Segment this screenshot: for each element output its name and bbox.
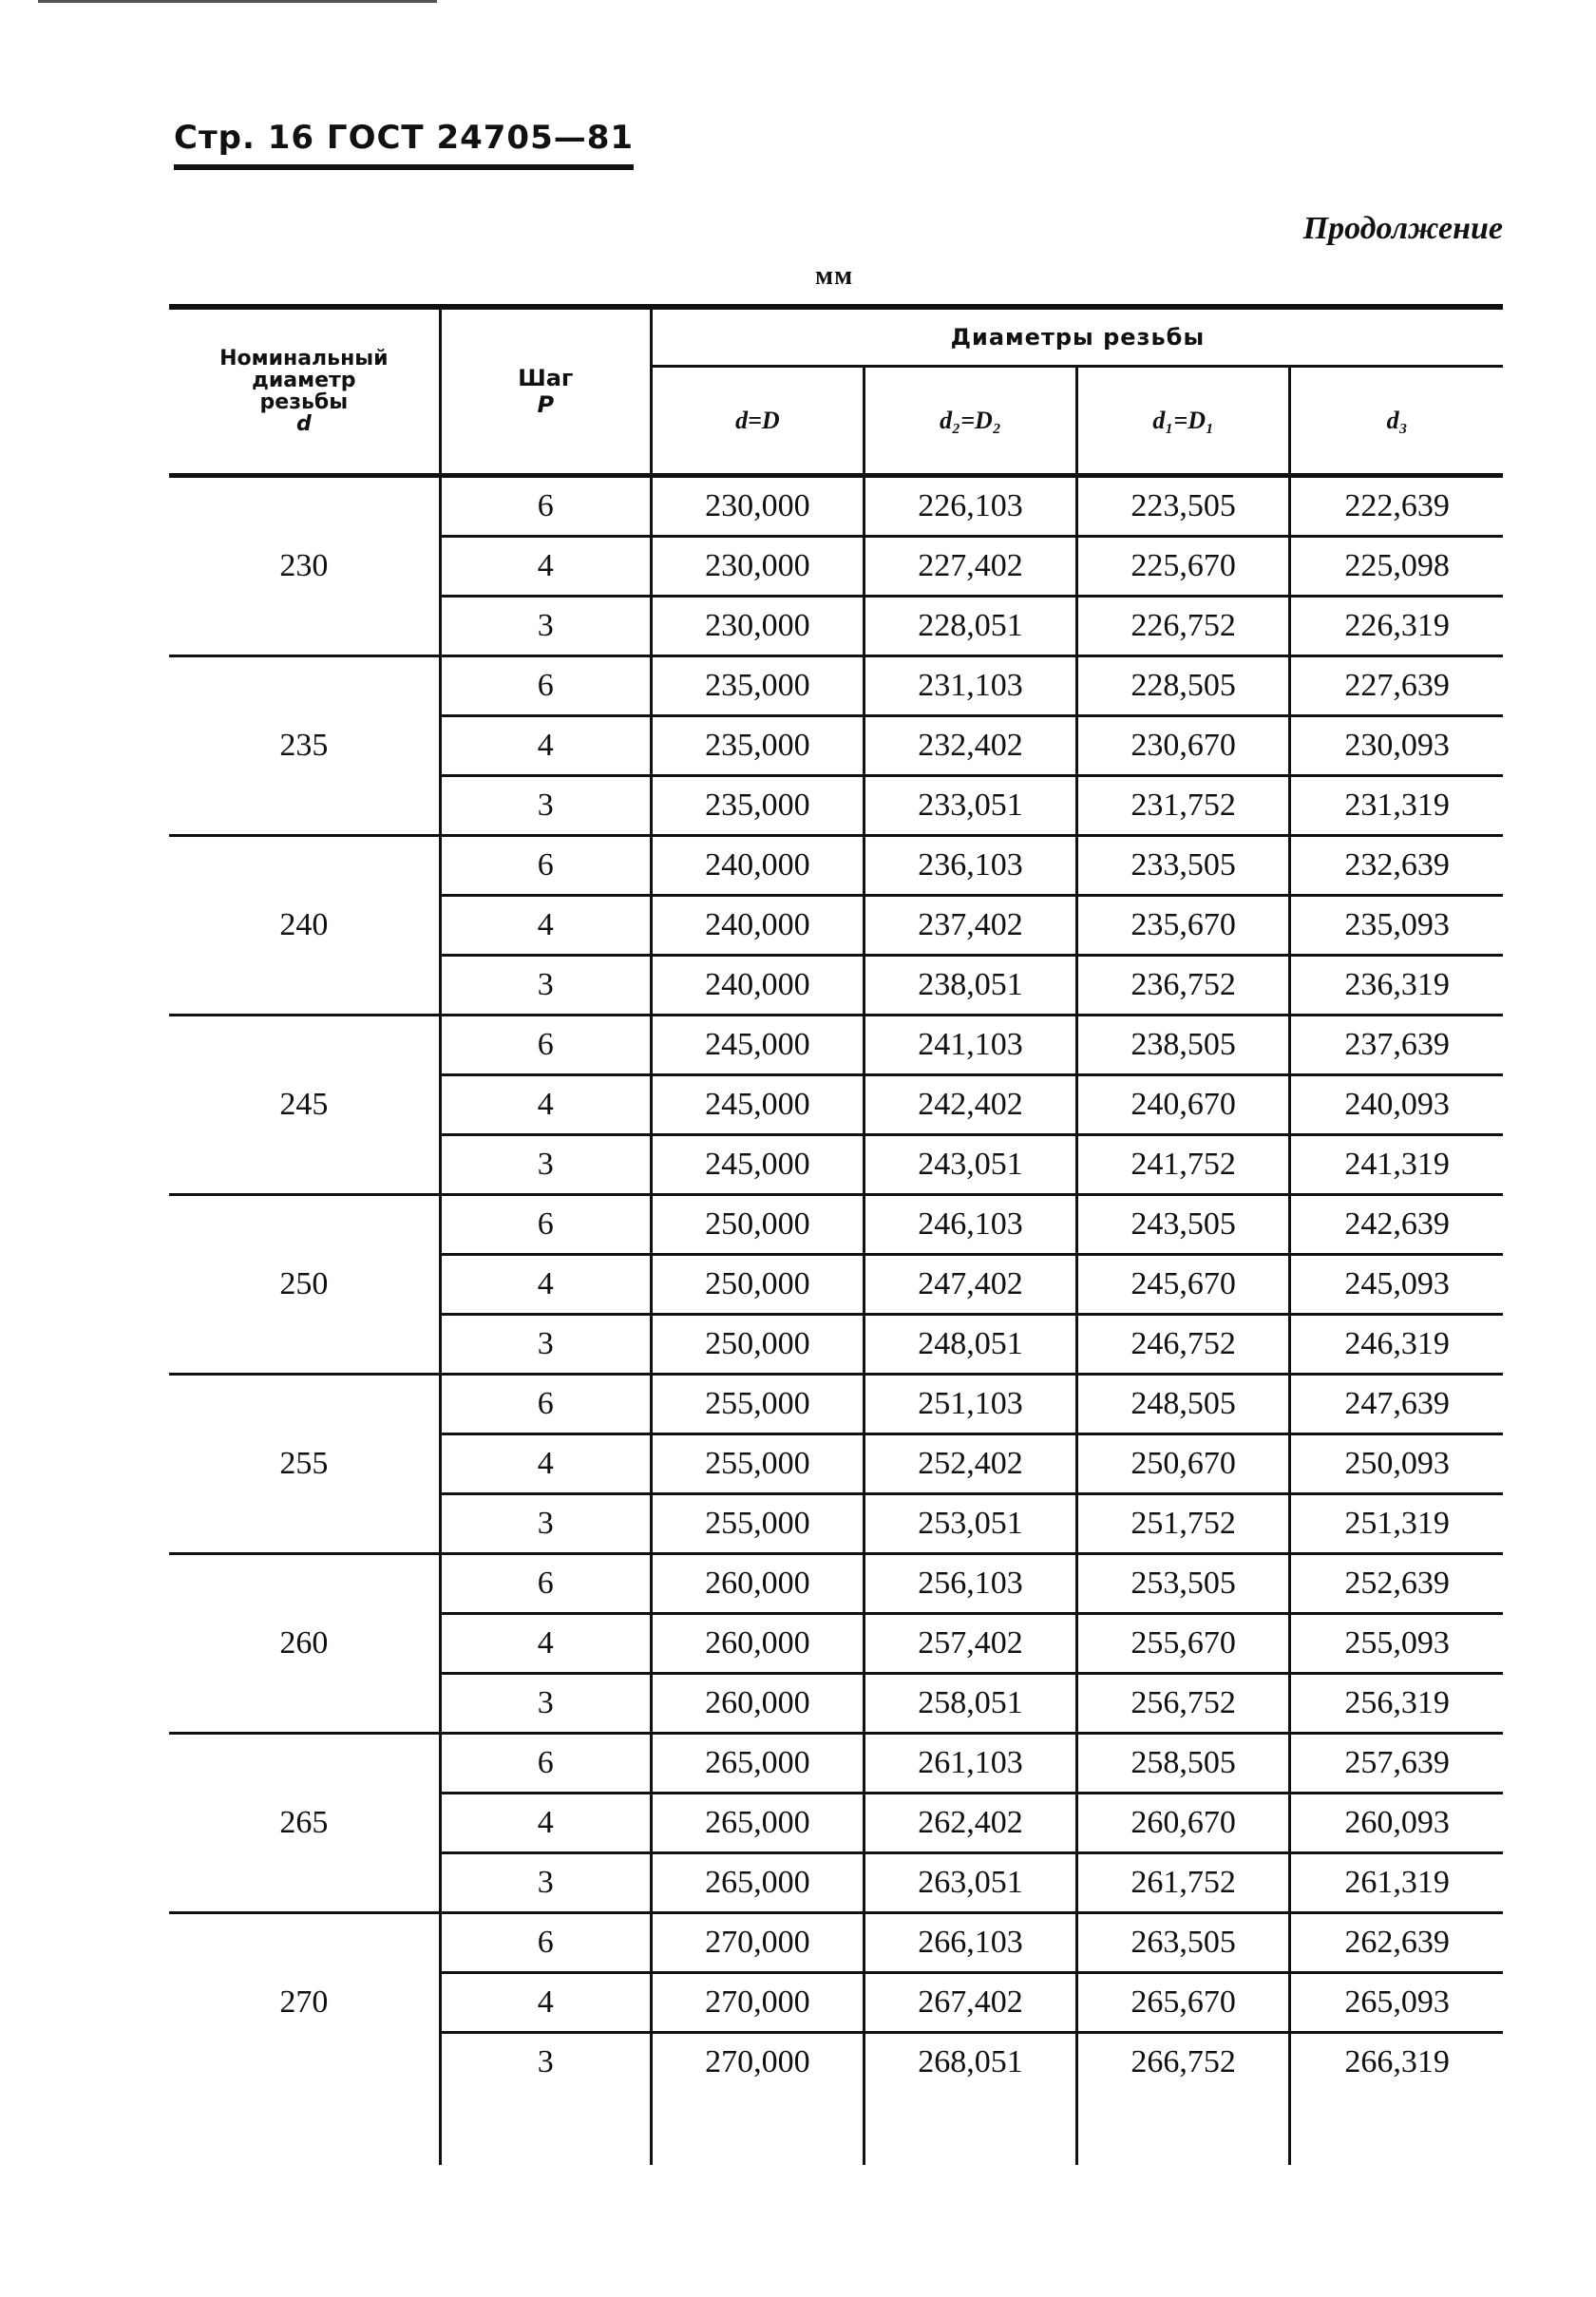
- step-cell: 3: [440, 1315, 651, 1375]
- step-cell: 4: [440, 1075, 651, 1135]
- table-row: [169, 1016, 1503, 1075]
- d3-cell: 250,093: [1290, 1434, 1503, 1494]
- step-cell: 6: [440, 1554, 651, 1614]
- header-nominal-line-1: Номинальный: [219, 347, 389, 370]
- tail-cell: [1077, 2091, 1290, 2165]
- d2-cell: 237,402: [864, 896, 1076, 956]
- d2-cell: 232,402: [864, 716, 1076, 776]
- d3-cell: 247,639: [1290, 1375, 1503, 1434]
- d3-cell: 240,093: [1290, 1075, 1503, 1135]
- d2-cell: 228,051: [864, 597, 1076, 656]
- d-cell: 260,000: [651, 1554, 864, 1614]
- d2-cell: 261,103: [864, 1734, 1076, 1794]
- d2-cell: 242,402: [864, 1075, 1076, 1135]
- d1-cell: 263,505: [1077, 1913, 1290, 1973]
- tail-cell: [864, 2091, 1076, 2165]
- nominal-diameter-cell: 245: [169, 1016, 440, 1195]
- d1-cell: 231,752: [1077, 776, 1290, 836]
- table-row: [169, 1734, 1503, 1794]
- d-cell: 265,000: [651, 1794, 864, 1853]
- d1-cell: 250,670: [1077, 1434, 1290, 1494]
- header-d-eq-D: d=D: [651, 367, 864, 476]
- d1-cell: 223,505: [1077, 476, 1290, 537]
- step-cell: 6: [440, 1375, 651, 1434]
- d3-cell: 266,319: [1344, 2044, 1450, 2079]
- d1-cell: 245,670: [1077, 1255, 1290, 1315]
- d2-cell: 247,402: [864, 1255, 1076, 1315]
- continuation-label: Продолжение: [1302, 211, 1503, 246]
- nominal-diameter-cell: 255: [169, 1375, 440, 1554]
- d3-cell: 226,319: [1290, 597, 1503, 656]
- table-row: [169, 1195, 1503, 1255]
- d-cell: 255,000: [651, 1494, 864, 1554]
- d2-cell: 241,103: [864, 1016, 1076, 1075]
- d1-cell: 230,670: [1077, 716, 1290, 776]
- d-cell: 270,000: [651, 1913, 864, 1973]
- d1-cell: 253,505: [1077, 1554, 1290, 1614]
- table-row: [169, 836, 1503, 896]
- d2-cell: 231,103: [864, 656, 1076, 716]
- thread-diameter-table: [169, 304, 1503, 2165]
- d-cell: 230,000: [651, 597, 864, 656]
- d1-cell: 238,505: [1077, 1016, 1290, 1075]
- tail-cell: [651, 2091, 864, 2165]
- d1-cell: 256,752: [1077, 1674, 1290, 1734]
- d1-cell: 236,752: [1077, 956, 1290, 1016]
- nominal-diameter-cell: 265: [169, 1734, 440, 1913]
- table-row: [169, 1554, 1503, 1614]
- nominal-diameter-cell: 260: [169, 1554, 440, 1734]
- page-header: Стр. 16 ГОСТ 24705—81: [174, 119, 634, 170]
- d-cell: 265,000: [651, 1734, 864, 1794]
- d3-cell: 235,093: [1290, 896, 1503, 956]
- step-cell: 4: [440, 1255, 651, 1315]
- d3-cell: 260,093: [1290, 1794, 1503, 1853]
- d2-cell: 267,402: [864, 1973, 1076, 2033]
- d1-cell: 225,670: [1077, 537, 1290, 597]
- d3-cell: 236,319: [1290, 956, 1503, 1016]
- thread-table-container: [169, 304, 1503, 2165]
- d1-cell: 240,670: [1077, 1075, 1290, 1135]
- d-cell: 270,000: [651, 2033, 864, 2092]
- d2-cell: 256,103: [864, 1554, 1076, 1614]
- d2-cell: 226,103: [864, 476, 1076, 537]
- tail-cell: [440, 2091, 651, 2165]
- step-cell: 3: [440, 1494, 651, 1554]
- step-cell: 3: [440, 2033, 651, 2092]
- d2-cell: 263,051: [864, 1853, 1076, 1913]
- d-cell: 265,000: [651, 1853, 864, 1913]
- d3-cell: 265,093: [1290, 1973, 1503, 2033]
- header-diameters-group: Диаметры резьбы: [651, 307, 1503, 367]
- nominal-diameter-cell: 235: [169, 656, 440, 836]
- header-d2-eq-D2: d₂=D₂: [864, 367, 1076, 476]
- d3-cell: 227,639: [1290, 656, 1503, 716]
- step-cell: 4: [440, 1614, 651, 1674]
- d-cell: 230,000: [651, 476, 864, 537]
- step-cell: 3: [440, 1135, 651, 1195]
- table-row: [169, 1375, 1503, 1434]
- table-tail-spacer: [169, 2091, 1503, 2165]
- d3-cell: 231,319: [1290, 776, 1503, 836]
- d-cell: 240,000: [651, 956, 864, 1016]
- d2-cell: 266,103: [864, 1913, 1076, 1973]
- d2-cell: 236,103: [864, 836, 1076, 896]
- d-cell: 255,000: [651, 1434, 864, 1494]
- d3-cell: 256,319: [1290, 1674, 1503, 1734]
- d2-cell: 233,051: [864, 776, 1076, 836]
- step-cell: 6: [440, 476, 651, 537]
- table-row: [169, 476, 1503, 537]
- step-cell: 4: [440, 1794, 651, 1853]
- d-cell: 245,000: [651, 1016, 864, 1075]
- step-cell: 3: [440, 1853, 651, 1913]
- d2-cell: 246,103: [864, 1195, 1076, 1255]
- unit-label: мм: [815, 261, 854, 291]
- d1-cell: 258,505: [1077, 1734, 1290, 1794]
- d1-cell: 248,505: [1077, 1375, 1290, 1434]
- d3-cell: 255,093: [1290, 1614, 1503, 1674]
- d2-cell: 258,051: [864, 1674, 1076, 1734]
- d2-cell: 257,402: [864, 1614, 1076, 1674]
- d2-cell: 243,051: [864, 1135, 1076, 1195]
- d3-cell: 245,093: [1290, 1255, 1503, 1315]
- d1-cell: 233,505: [1077, 836, 1290, 896]
- d1-cell: 266,752: [1077, 2033, 1290, 2092]
- step-cell: 3: [440, 1674, 651, 1734]
- header-step-symbol: P: [537, 391, 555, 418]
- d3-cell: 222,639: [1290, 476, 1503, 537]
- d-cell: 235,000: [651, 716, 864, 776]
- d3-cell: 246,319: [1290, 1315, 1503, 1375]
- d2-cell: 252,402: [864, 1434, 1076, 1494]
- header-d1-eq-D1: d₁=D₁: [1077, 367, 1290, 476]
- d1-cell: 251,752: [1077, 1494, 1290, 1554]
- d-cell: 250,000: [651, 1195, 864, 1255]
- d1-cell: 246,752: [1077, 1315, 1290, 1375]
- step-cell: 6: [440, 1195, 651, 1255]
- d2-cell: 262,402: [864, 1794, 1076, 1853]
- d2-cell: 238,051: [864, 956, 1076, 1016]
- d3-cell: 252,639: [1290, 1554, 1503, 1614]
- step-cell: 3: [440, 956, 651, 1016]
- d3-cell: 230,093: [1290, 716, 1503, 776]
- nominal-diameter-cell: 240: [169, 836, 440, 1016]
- d1-cell: 260,670: [1077, 1794, 1290, 1853]
- step-cell: 3: [440, 776, 651, 836]
- d2-cell: 253,051: [864, 1494, 1076, 1554]
- d-cell: 245,000: [651, 1075, 864, 1135]
- d3-cell: 241,319: [1290, 1135, 1503, 1195]
- header-step: [440, 307, 651, 476]
- header-nominal-diameter: [169, 307, 440, 476]
- d1-cell: 265,670: [1077, 1973, 1290, 2033]
- d-cell: 235,000: [651, 656, 864, 716]
- step-cell: 6: [440, 656, 651, 716]
- d2-cell: 251,103: [864, 1375, 1076, 1434]
- d-cell: 270,000: [651, 1973, 864, 2033]
- d3-cell: 225,098: [1290, 537, 1503, 597]
- d-cell: 255,000: [651, 1375, 864, 1434]
- step-cell: 3: [440, 597, 651, 656]
- scan-edge-mark: [38, 0, 437, 3]
- table-row: [169, 1913, 1503, 1973]
- step-cell: 4: [440, 896, 651, 956]
- d3-cell: 261,319: [1290, 1853, 1503, 1913]
- step-cell: 6: [440, 836, 651, 896]
- d3-cell: 232,639: [1290, 836, 1503, 896]
- d2-cell: 227,402: [864, 537, 1076, 597]
- d3-cell: 251,319: [1290, 1494, 1503, 1554]
- d1-cell: 235,670: [1077, 896, 1290, 956]
- d-cell: 235,000: [651, 776, 864, 836]
- d2-cell: 268,051: [864, 2033, 1076, 2092]
- d-cell: 240,000: [651, 896, 864, 956]
- header-nominal-line-3: резьбы: [259, 390, 349, 414]
- header-step-line-1: Шаг: [518, 365, 574, 391]
- d-cell: 230,000: [651, 537, 864, 597]
- table-row: [169, 656, 1503, 716]
- d2-cell: 248,051: [864, 1315, 1076, 1375]
- d1-cell: 261,752: [1077, 1853, 1290, 1913]
- d1-cell: 255,670: [1077, 1614, 1290, 1674]
- step-cell: 4: [440, 716, 651, 776]
- d1-cell: 228,505: [1077, 656, 1290, 716]
- d3-cell: 242,639: [1290, 1195, 1503, 1255]
- d3-cell: 262,639: [1290, 1913, 1503, 1973]
- d-cell: 260,000: [651, 1614, 864, 1674]
- d-cell: 240,000: [651, 836, 864, 896]
- header-nominal-symbol: d: [295, 412, 312, 436]
- step-cell: 4: [440, 1973, 651, 2033]
- d-cell: 260,000: [651, 1674, 864, 1734]
- d-cell: 245,000: [651, 1135, 864, 1195]
- d1-cell: 226,752: [1077, 597, 1290, 656]
- nominal-diameter-cell: 270: [169, 1913, 440, 2092]
- d-cell: 250,000: [651, 1255, 864, 1315]
- step-cell: 6: [440, 1734, 651, 1794]
- nominal-diameter-cell: 230: [169, 476, 440, 656]
- d1-cell: 243,505: [1077, 1195, 1290, 1255]
- header-nominal-line-2: диаметр: [252, 369, 356, 392]
- tail-cell: [1290, 2091, 1503, 2165]
- step-cell: 4: [440, 537, 651, 597]
- d1-cell: 241,752: [1077, 1135, 1290, 1195]
- d3-cell: 237,639: [1290, 1016, 1503, 1075]
- step-cell: 4: [440, 1434, 651, 1494]
- nominal-diameter-cell: 250: [169, 1195, 440, 1375]
- step-cell: 6: [440, 1016, 651, 1075]
- d-cell: 250,000: [651, 1315, 864, 1375]
- tail-cell: [169, 2091, 440, 2165]
- d3-cell: 257,639: [1290, 1734, 1503, 1794]
- step-cell: 6: [440, 1913, 651, 1973]
- header-d3: d₃: [1290, 367, 1503, 476]
